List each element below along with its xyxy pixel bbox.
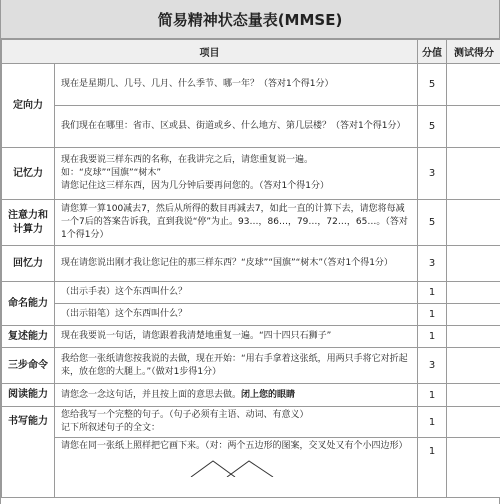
score-value: 5	[418, 64, 447, 106]
test-score-cell[interactable]	[447, 438, 500, 498]
test-score-cell[interactable]	[447, 282, 500, 304]
test-score-cell[interactable]	[447, 200, 500, 246]
score-value: 1	[418, 407, 447, 438]
test-score-cell[interactable]	[447, 304, 500, 326]
score-value: 5	[418, 200, 447, 246]
mmse-table	[1, 39, 500, 498]
score-value: 3	[418, 246, 447, 282]
test-score-cell[interactable]	[447, 348, 500, 384]
test-score-cell[interactable]	[447, 148, 500, 200]
table-row	[2, 282, 500, 304]
score-value: 1	[418, 282, 447, 304]
test-score-cell[interactable]	[447, 106, 500, 148]
table-row	[2, 384, 500, 407]
item-text: 现在是星期几、几号、几月、什么季节、哪一年？（答对1个得1分）	[55, 64, 418, 106]
score-value: 1	[418, 304, 447, 326]
test-score-cell[interactable]	[447, 246, 500, 282]
category-orientation: 定向力	[2, 64, 55, 148]
test-score-cell[interactable]	[447, 407, 500, 438]
reading-instruction: 请您念一念这句话，并且按上面的意思去做。	[61, 389, 242, 400]
category-reading: 阅读能力	[2, 384, 55, 407]
item-text	[55, 438, 418, 498]
category-attention-calculation: 注意力和计算力	[2, 200, 55, 246]
category-naming: 命名能力	[2, 282, 55, 326]
category-three-step-command: 三步命令	[2, 348, 55, 384]
pentagons-figure	[161, 455, 311, 477]
table-row	[2, 438, 500, 498]
item-text: 现在请您说出刚才我让您记住的那三样东西？“皮球”“国旗”“树木”（答对1个得1分）	[55, 246, 418, 282]
header-score: 分值	[418, 40, 447, 64]
drawing-instruction: 请您在同一张纸上照样把它画下来。（对：两个五边形的图案，交叉处又有个小四边形）	[61, 441, 408, 451]
test-score-cell[interactable]	[447, 64, 500, 106]
item-text: 现在我要说一句话，请您跟着我清楚地重复一遍。“四十四只石狮子”	[55, 326, 418, 348]
item-text: 我们现在在哪里：省市、区或县、街道或乡、什么地方、第几层楼？（答对1个得1分）	[55, 106, 418, 148]
table-row	[2, 304, 500, 326]
table-row	[2, 200, 500, 246]
item-text: 请您算一算100减去7，然后从所得的数目再减去7，如此一直的计算下去，请您将每减一个7后的答案告诉我，直到我说“停”为止。93…，86…，79…，72…，65…。（答对1个得1分）	[55, 200, 418, 246]
category-memory: 记忆力	[2, 148, 55, 200]
table-row	[2, 246, 500, 282]
item-text	[55, 384, 418, 407]
table-row	[2, 148, 500, 200]
item-text: 我给您一张纸请您按我说的去做，现在开始：“用右手拿着这张纸，用两只手将它对折起来，放在您的大腿上。”（做对1步得1分）	[55, 348, 418, 384]
score-value: 1	[418, 438, 447, 498]
reading-command: 闭上您的眼睛	[241, 389, 296, 400]
table-row	[2, 326, 500, 348]
category-recall: 回忆力	[2, 246, 55, 282]
score-value: 3	[418, 348, 447, 384]
table-row	[2, 64, 500, 106]
page-title: 简易精神状态量表(MMSE)	[1, 0, 499, 39]
score-value: 3	[418, 148, 447, 200]
item-text: 现在我要说三样东西的名称，在我讲完之后，请您重复说一遍。 如：“皮球”“国旗”“树木” 请您记住这三样东西，因为几分钟后要再问您的。（答对1个得1分）	[55, 148, 418, 200]
table-row	[2, 348, 500, 384]
test-score-cell[interactable]	[447, 384, 500, 407]
category-repetition: 复述能力	[2, 326, 55, 348]
header-test: 测试得分	[447, 40, 500, 64]
test-score-cell[interactable]	[447, 326, 500, 348]
item-text: （出示手表）这个东西叫什么？	[55, 282, 418, 304]
table-row	[2, 407, 500, 438]
score-value: 5	[418, 106, 447, 148]
header-row	[2, 40, 500, 64]
item-text: （出示铅笔）这个东西叫什么？	[55, 304, 418, 326]
header-item: 项目	[2, 40, 418, 64]
score-value: 1	[418, 326, 447, 348]
table-row	[2, 106, 500, 148]
item-text: 您给我写一个完整的句子。（句子必须有主语、动词、有意义） 记下所叙述句子的全文：	[55, 407, 418, 438]
score-value: 1	[418, 384, 447, 407]
category-writing: 书写能力	[2, 407, 55, 498]
